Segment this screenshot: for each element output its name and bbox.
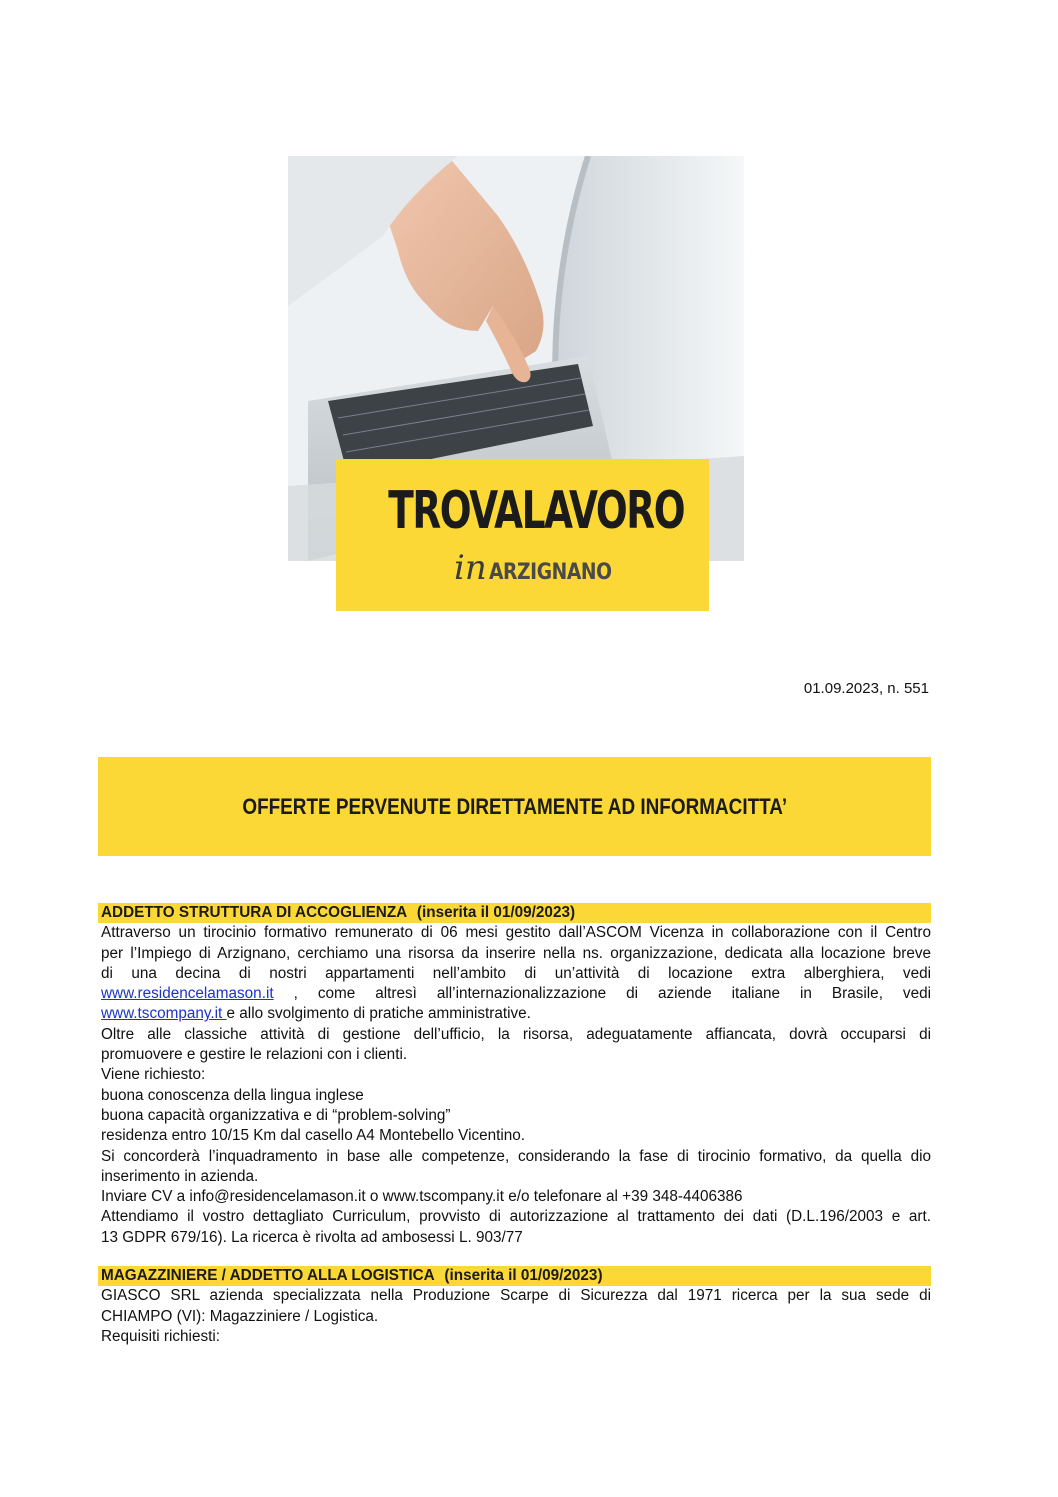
text-fragment: , come altresì all’internazionalizzazione di aziende italiane in Brasile, vedi [273, 985, 931, 1003]
website-link-tscompany[interactable]: www.tscompany.it [101, 1005, 227, 1023]
text-line: per l’Impiego di Arzignano, cerchiamo una risorsa da inserire nella ns. organizzazione, dedicata alla locazione breve [101, 944, 931, 962]
issue-date-number: 01.09.2023, n. 551 [803, 680, 929, 697]
job-listing [98, 903, 931, 1248]
job-date: (inserita il 01/09/2023) [416, 904, 576, 921]
text-line: Attendiamo il vostro dettagliato Curriculum, provvisto di autorizzazione al trattamento dei dati (D.L.196/2003 e art. [101, 1208, 931, 1226]
text-line [101, 984, 931, 1004]
text-line: Si concorderà l’inquadramento in base alle competenze, considerando la fase di tirocinio formativo, da quella dio [101, 1147, 931, 1165]
requirement-item: buona capacità organizzativa e di “problem-solving” [101, 1106, 451, 1124]
text-line: 13 GDPR 679/16). La ricerca è rivolta ad ambosessi L. 903/77 [101, 1228, 523, 1246]
brand-logo-box [336, 459, 709, 611]
brand-subtitle [454, 548, 633, 591]
text-line: di una decina di nostri appartamenti nell’ambito di un’attività di locazione extra alberghiera, vedi [101, 964, 931, 982]
job-description [98, 1286, 931, 1347]
website-link-residencelamason[interactable]: www.residencelamason.it [101, 985, 274, 1003]
job-title-bar [98, 1266, 931, 1286]
text-line: promuovere e gestire le relazioni con i clienti. [101, 1046, 408, 1064]
text-line: GIASCO SRL azienda specializzata nella Produzione Scarpe di Sicurezza dal 1971 ricerca per la sua sede di [101, 1287, 931, 1305]
job-title: ADDETTO STRUTTURA DI ACCOGLIENZA [101, 904, 407, 921]
text-line [101, 1004, 931, 1024]
brand-in: in [454, 548, 487, 588]
section-banner-title: OFFERTE PERVENUTE DIRETTAMENTE AD INFORMACITTA’ [242, 793, 787, 819]
requirement-item: buona conoscenza della lingua inglese [101, 1086, 364, 1104]
text-line: Attraverso un tirocinio formativo remunerato di 06 mesi gestito dall’ASCOM Vicenza in collaborazione con il Centro [101, 924, 931, 942]
section-banner [98, 757, 931, 856]
brand-city: ARZIGNANO [488, 560, 612, 585]
job-title: MAGAZZINIERE / ADDETTO ALLA LOGISTICA [101, 1267, 435, 1285]
text-fragment: e allo svolgimento di pratiche amministrative. [226, 1005, 531, 1023]
job-date: (inserita il 01/09/2023) [444, 1267, 603, 1285]
requirements-label: Viene richiesto: [101, 1066, 206, 1084]
job-description [98, 923, 931, 1248]
job-listings [98, 903, 931, 1347]
job-listing [98, 1266, 931, 1347]
brand-title: TROVALAVORO [388, 481, 685, 541]
contact-line: Inviare CV a info@residencelamason.it o www.tscompany.it e/o telefonare al +39 348-4406386 [101, 1188, 743, 1206]
text-line: inserimento in azienda. [101, 1167, 259, 1185]
requirement-item: residenza entro 10/15 Km dal casello A4 Montebello Vicentino. [101, 1127, 526, 1145]
job-title-bar [98, 903, 931, 923]
text-line: Requisiti richiesti: [101, 1327, 221, 1345]
text-line: Oltre alle classiche attività di gestione dell’ufficio, la risorsa, adeguatamente affiancata, dovrà occuparsi di [101, 1025, 931, 1043]
text-line: CHIAMPO (VI): Magazziniere / Logistica. [101, 1307, 379, 1325]
